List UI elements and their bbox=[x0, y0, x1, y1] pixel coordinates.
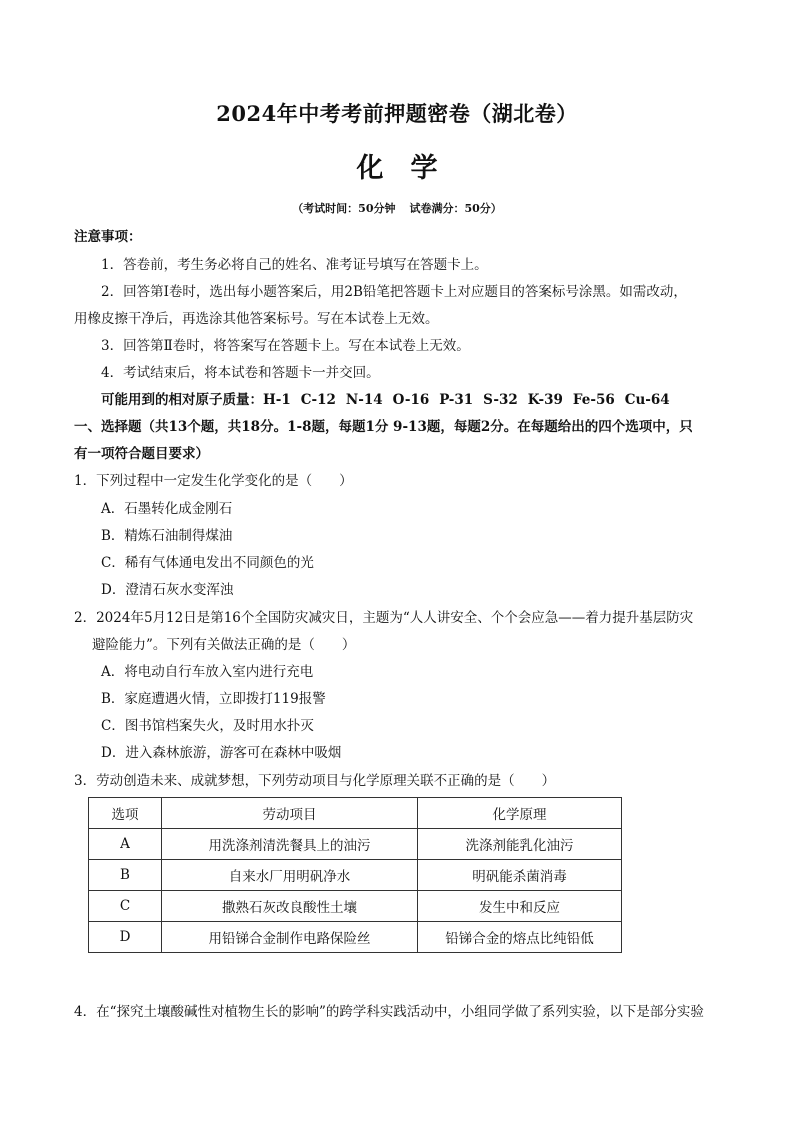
table-cell: 自来水厂用明矾净水 bbox=[162, 860, 418, 891]
atomic-mass: C-12 bbox=[300, 392, 336, 408]
atomic-mass: Fe-56 bbox=[572, 392, 615, 408]
q1-stem: 1．下列过程中一定发生化学变化的是（ ） bbox=[74, 473, 353, 489]
table-row bbox=[89, 860, 622, 891]
table-header: 劳动项目 bbox=[162, 798, 418, 829]
table-cell: C bbox=[89, 891, 162, 922]
atomic-mass: N-14 bbox=[345, 392, 383, 408]
atomic-mass: P-31 bbox=[439, 392, 474, 408]
table-cell: A bbox=[89, 829, 162, 860]
notice-heading: 注意事项： bbox=[74, 229, 142, 245]
q2-stem-line1: 2．2024年5月12日是第16个全国防灾减灾日，主题为“人人讲安全、个个会应急——着力提升基层防灾 bbox=[74, 610, 694, 626]
section-heading-line1: 一、选择题（共13个题，共18分。1-8题，每题1分 9-13题，每题2分。在每题给出的四个选项中，只 bbox=[74, 419, 693, 435]
table-header: 化学原理 bbox=[418, 798, 622, 829]
atomic-masses bbox=[101, 391, 680, 409]
q1-option-c: C．稀有气体通电发出不同颜色的光 bbox=[101, 555, 314, 571]
atomic-mass: O-16 bbox=[392, 392, 430, 408]
table-cell: 撒熟石灰改良酸性土壤 bbox=[162, 891, 418, 922]
notice-item-1: 1．答卷前，考生务必将自己的姓名、准考证号填写在答题卡上。 bbox=[101, 257, 488, 273]
table-cell: B bbox=[89, 860, 162, 891]
subject-title: 化 学 bbox=[356, 153, 438, 184]
table-cell: 用洗涤剂清洗餐具上的油污 bbox=[162, 829, 418, 860]
q3-stem: 3．劳动创造未来、成就梦想，下列劳动项目与化学原理关联不正确的是（ ） bbox=[74, 773, 556, 789]
q1-option-b: B．精炼石油制得煤油 bbox=[101, 528, 233, 544]
table-cell: 明矾能杀菌消毒 bbox=[418, 860, 622, 891]
table-cell: 洗涤剂能乳化油污 bbox=[418, 829, 622, 860]
atomic-mass: Cu-64 bbox=[624, 392, 670, 408]
exam-info bbox=[0, 200, 794, 216]
q3-table bbox=[88, 797, 622, 953]
notice-item-4: 4．考试结束后，将本试卷和答题卡一并交回。 bbox=[101, 365, 380, 381]
q1-option-d: D．澄清石灰水变浑浊 bbox=[101, 582, 234, 598]
q2-stem-line2: 避险能力”。下列有关做法正确的是（ ） bbox=[92, 637, 356, 653]
section-heading-line2: 有一项符合题目要求） bbox=[74, 446, 209, 462]
table-row bbox=[89, 829, 622, 860]
table-cell: 发生中和反应 bbox=[418, 891, 622, 922]
table-cell: D bbox=[89, 922, 162, 953]
q2-option-c: C．图书馆档案失火，及时用水扑灭 bbox=[101, 718, 314, 734]
table-header: 选项 bbox=[89, 798, 162, 829]
table-cell: 用铅锑合金制作电路保险丝 bbox=[162, 922, 418, 953]
table-row bbox=[89, 891, 622, 922]
atomic-mass: K-39 bbox=[527, 392, 563, 408]
table-cell: 铅锑合金的熔点比纯铅低 bbox=[418, 922, 622, 953]
q2-option-a: A．将电动自行车放入室内进行充电 bbox=[101, 664, 314, 680]
q1-option-a: A．石墨转化成金刚石 bbox=[101, 501, 233, 517]
atomic-masses-label: 可能用到的相对原子质量： bbox=[101, 392, 263, 408]
atomic-mass: S-32 bbox=[483, 392, 518, 408]
table-row bbox=[89, 922, 622, 953]
table-header-row bbox=[89, 798, 622, 829]
notice-item-3: 3．回答第Ⅱ卷时，将答案写在答题卡上。写在本试卷上无效。 bbox=[101, 338, 470, 354]
atomic-mass: H-1 bbox=[263, 392, 291, 408]
q2-option-b: B．家庭遭遇火情，立即拨打119报警 bbox=[101, 691, 326, 707]
exam-score: 试卷满分：50分） bbox=[409, 202, 502, 215]
q2-option-d: D．进入森林旅游，游客可在森林中吸烟 bbox=[101, 745, 342, 761]
exam-title: 2024年中考考前押题密卷（湖北卷） bbox=[216, 101, 578, 126]
notice-item-2-cont: 用橡皮擦干净后，再选涂其他答案标号。写在本试卷上无效。 bbox=[74, 311, 439, 327]
notice-item-2: 2．回答第Ⅰ卷时，选出每小题答案后，用2B铅笔把答题卡上对应题目的答案标号涂黑。如需改动， bbox=[101, 284, 687, 300]
q4-stem: 4．在“探究土壤酸碱性对植物生长的影响”的跨学科实践活动中，小组同学做了系列实验，以下是部分实验 bbox=[74, 1004, 704, 1020]
exam-time: （考试时间：50分钟 bbox=[292, 202, 396, 215]
